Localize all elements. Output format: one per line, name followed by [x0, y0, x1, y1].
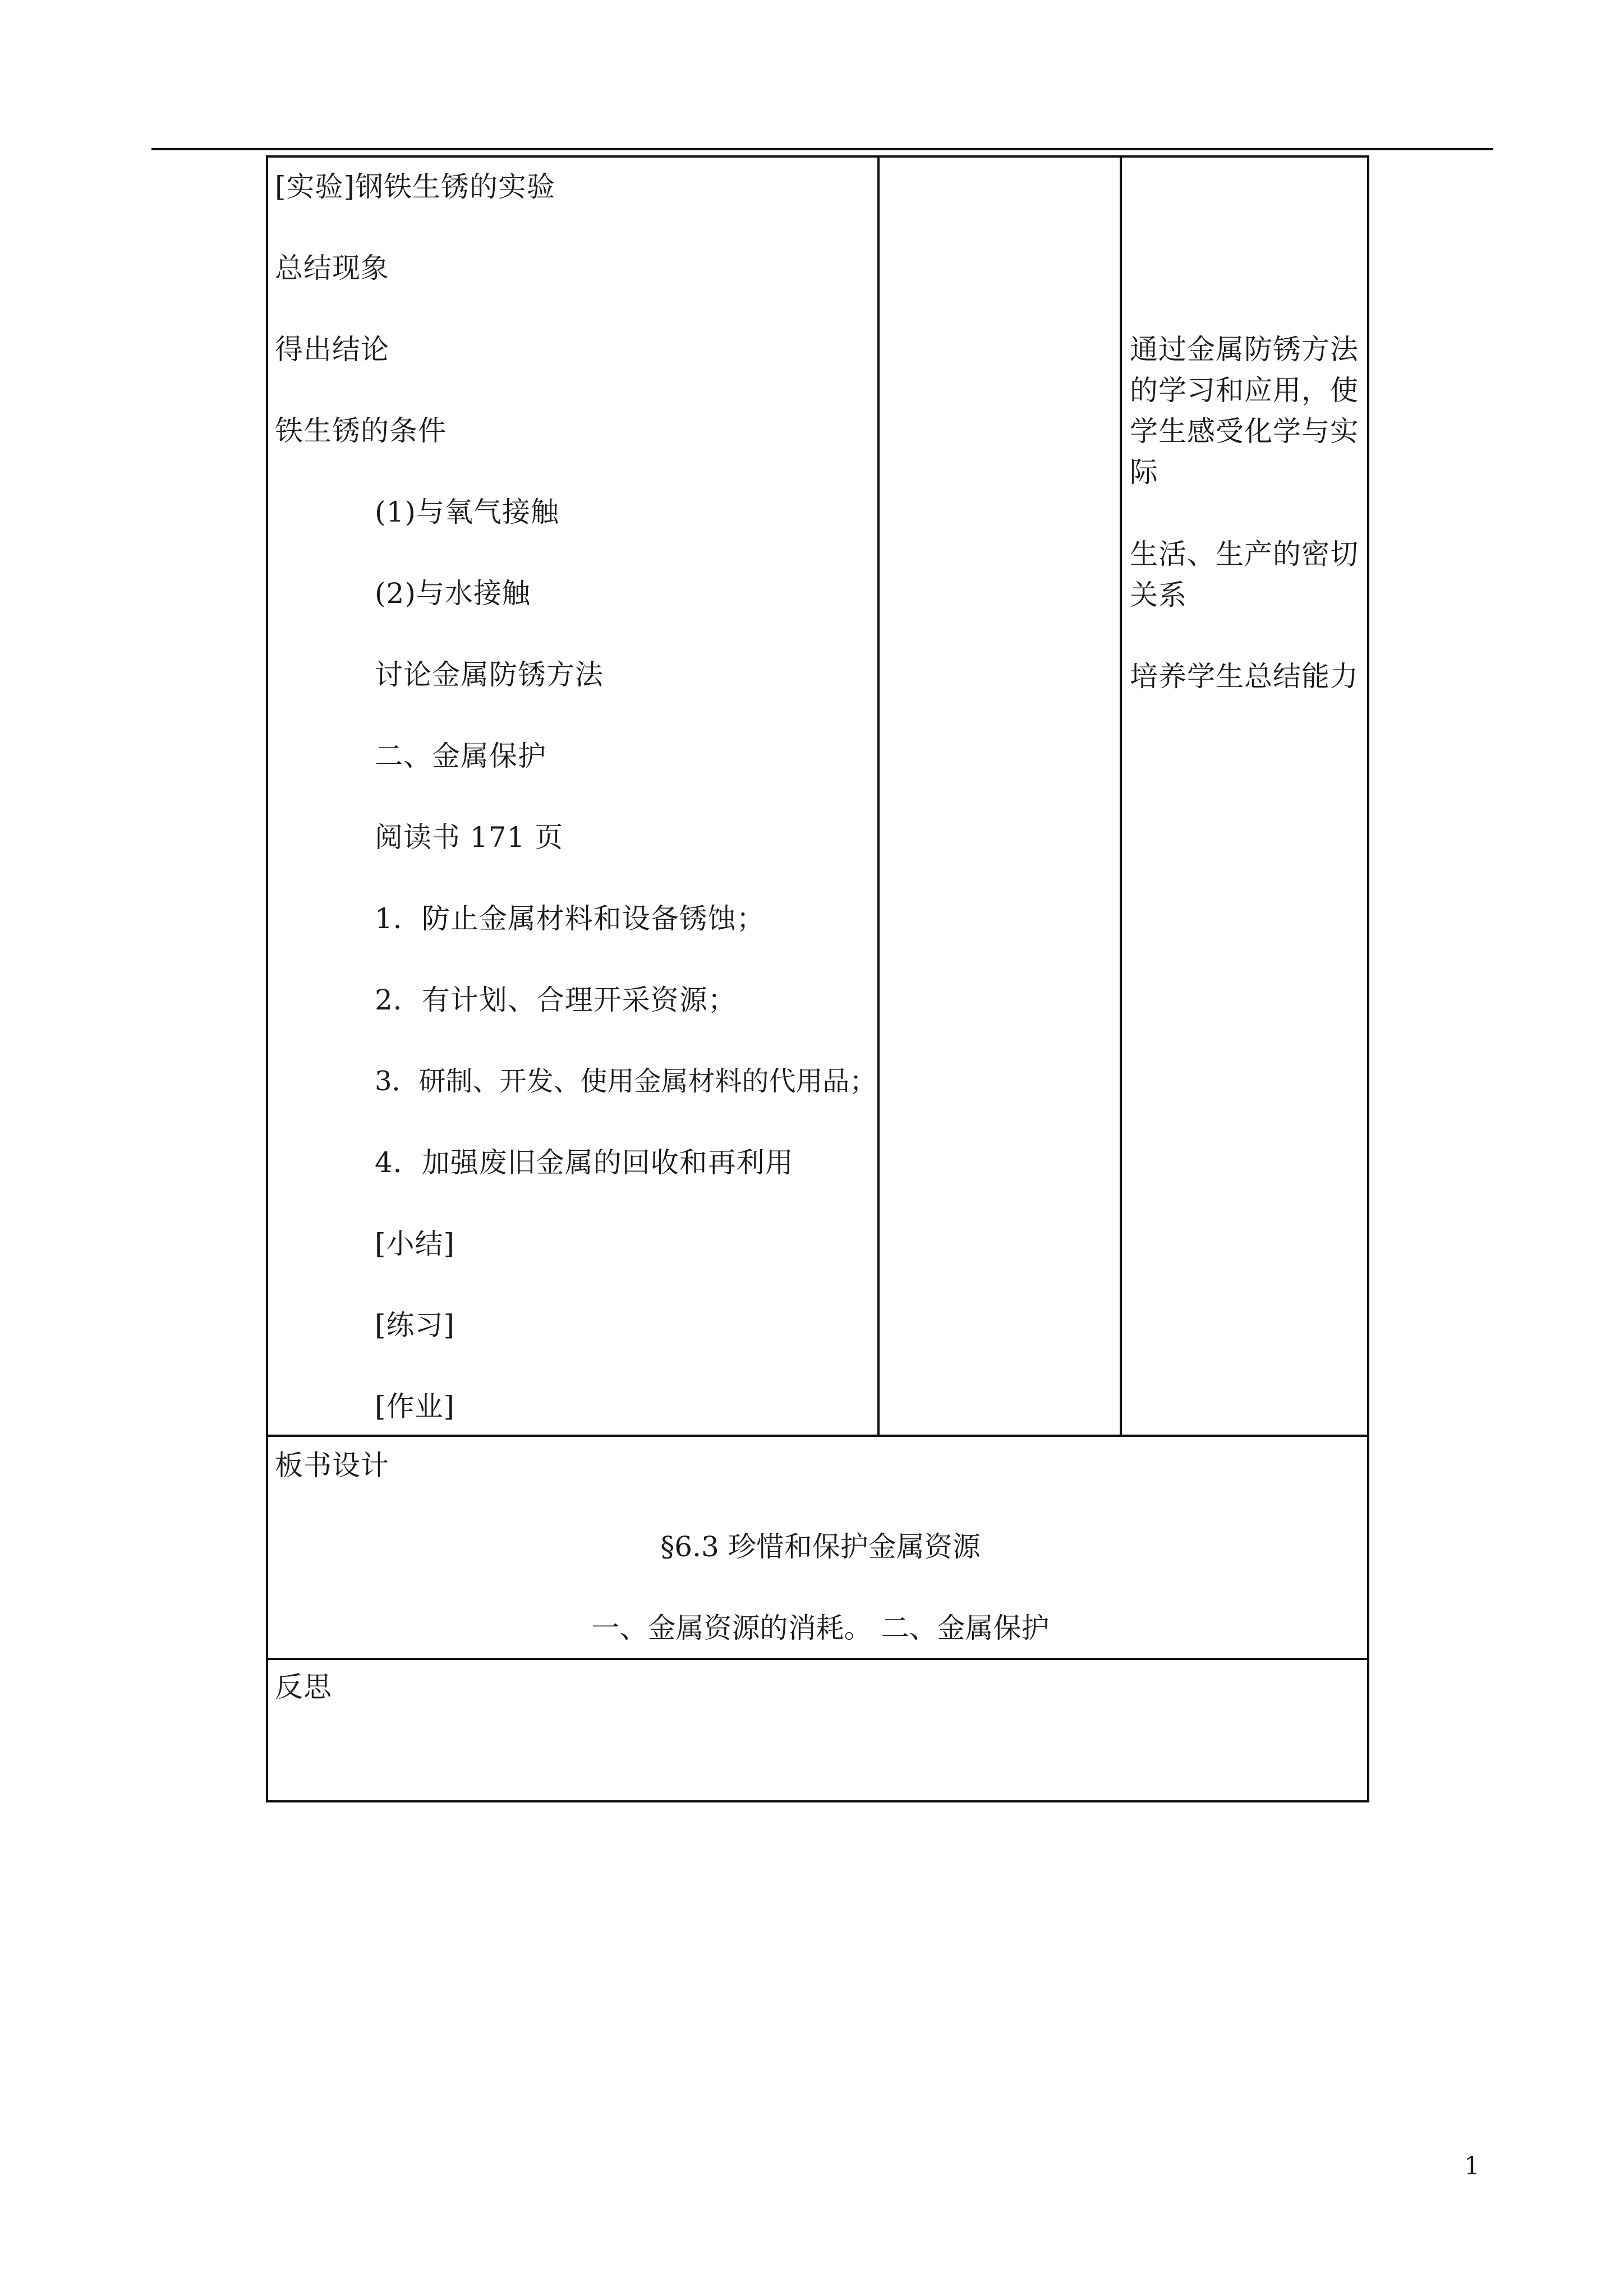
rust-conditions-heading: 铁生锈的条件 — [275, 414, 447, 447]
header-rule — [151, 148, 1493, 150]
reading-assignment: 阅读书 171 页 — [375, 821, 564, 854]
exercise-label: [练习] — [375, 1309, 456, 1341]
design-note-line: 的学习和应用，使 — [1130, 374, 1359, 407]
homework-label: [作业] — [375, 1390, 456, 1423]
board-design-label: 板书设计 — [275, 1449, 389, 1482]
page-number: 1 — [1464, 2152, 1480, 2180]
protection-item-1: 1．防止金属材料和设备锈蚀； — [375, 902, 765, 935]
design-note-line: 培养学生总结能力 — [1130, 660, 1359, 693]
board-design-title: §6.3 珍惜和保护金属资源 — [660, 1530, 981, 1563]
board-design-outline: 一、金属资源的消耗。 二、金属保护 — [591, 1612, 1050, 1644]
protection-item-2: 2．有计划、合理开采资源； — [375, 984, 737, 1016]
section-metal-protection: 二、金属保护 — [375, 740, 546, 772]
student-activity-cell — [877, 155, 1122, 1437]
reflection-label: 反思 — [275, 1671, 332, 1703]
draw-conclusion: 得出结论 — [275, 333, 389, 366]
reflection-cell — [266, 1658, 1369, 1802]
summarize-phenomena: 总结现象 — [275, 252, 389, 284]
experiment-heading: [实验]钢铁生锈的实验 — [275, 170, 556, 203]
design-note-line: 际 — [1130, 456, 1158, 488]
protection-item-3: 3．研制、开发、使用金属材料的代用品； — [375, 1066, 877, 1097]
design-note-line: 关系 — [1130, 579, 1187, 611]
protection-item-4: 4．加强废旧金属的回收和再利用 — [375, 1146, 794, 1179]
design-note-line: 生活、生产的密切 — [1130, 538, 1359, 570]
discuss-rust-prevention: 讨论金属防锈方法 — [375, 658, 604, 691]
design-note-line: 通过金属防锈方法 — [1130, 333, 1359, 366]
condition-water: (2)与水接触 — [375, 577, 531, 610]
summary-label: [小结] — [375, 1228, 456, 1260]
design-note-line: 学生感受化学与实 — [1130, 415, 1359, 448]
condition-oxygen: (1)与氧气接触 — [375, 496, 559, 528]
